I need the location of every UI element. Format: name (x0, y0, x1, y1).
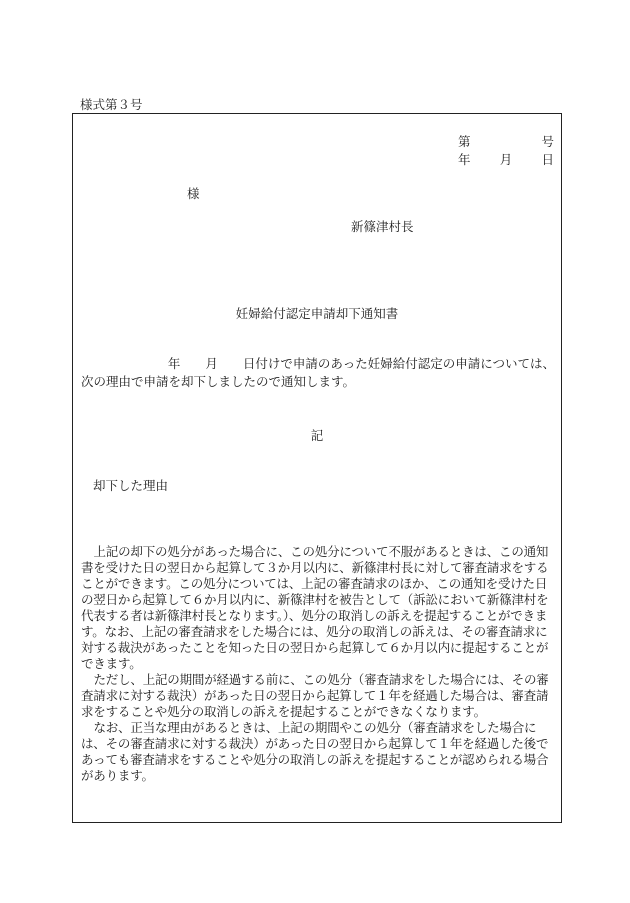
issue-date-year: 年 (458, 152, 471, 167)
document-number-prefix: 第 (458, 134, 471, 149)
recipient-suffix: 様 (187, 186, 200, 201)
intro-line-2: 次の理由で申請を却下しましたので通知します。 (81, 374, 356, 389)
reason-label: 却下した理由 (93, 478, 169, 493)
intro-line-1: 年 月 日付けで申請のあった妊婦給付認定の申請については、 (167, 356, 555, 371)
ki-heading: 記 (310, 428, 324, 443)
intro-paragraph (81, 355, 555, 391)
document-title: 妊婦給付認定申請却下通知書 (235, 306, 399, 321)
issue-date (458, 150, 554, 168)
document-number (458, 132, 554, 150)
notice-paragraph-2: ただし、上記の期間が経過する前に、この処分（審査請求をした場合には、その審査請求に対する裁決）があった日の翌日から起算して１年を経過した場合は、審査請求をすることや処分の取消しの訴えを提起することができなくなります。 (81, 672, 549, 719)
document-number-suffix: 号 (541, 134, 554, 149)
issue-date-day: 日 (541, 152, 554, 167)
notice-frame (72, 113, 562, 823)
issue-date-month: 月 (499, 152, 513, 167)
sender-name: 新篠津村長 (351, 219, 414, 234)
form-number: 様式第３号 (80, 97, 143, 112)
notice-paragraph-3: なお、正当な理由があるときは、上記の期間やこの処分（審査請求をした場合には、その審査請求に対する裁決）があった日の翌日から起算して１年を経過した後であっても審査請求をすることや処分の取消しの訴えを提起することが認められる場合があります。 (81, 720, 549, 783)
appeal-notice (81, 544, 557, 784)
notice-paragraph-1: 上記の却下の処分があった場合に、この処分について不服があるときは、この通知書を受けた日の翌日から起算して３か月以内に、新篠津村長に対して審査請求をすることができます。この処分については、上記の審査請求のほか、この通知を受けた日の翌日から起算して６か月以内に、新篠津村を被告として（訴訟において新篠津村を代表する者は新篠津村長となります。）、処分の取消しの訴えを提起することができます。なお、上記の審査請求をした場合には、処分の取消しの訴えは、その審査請求に対する裁決があったことを知った日の翌日から起算して６か月以内に提起することができます。 (81, 544, 549, 671)
